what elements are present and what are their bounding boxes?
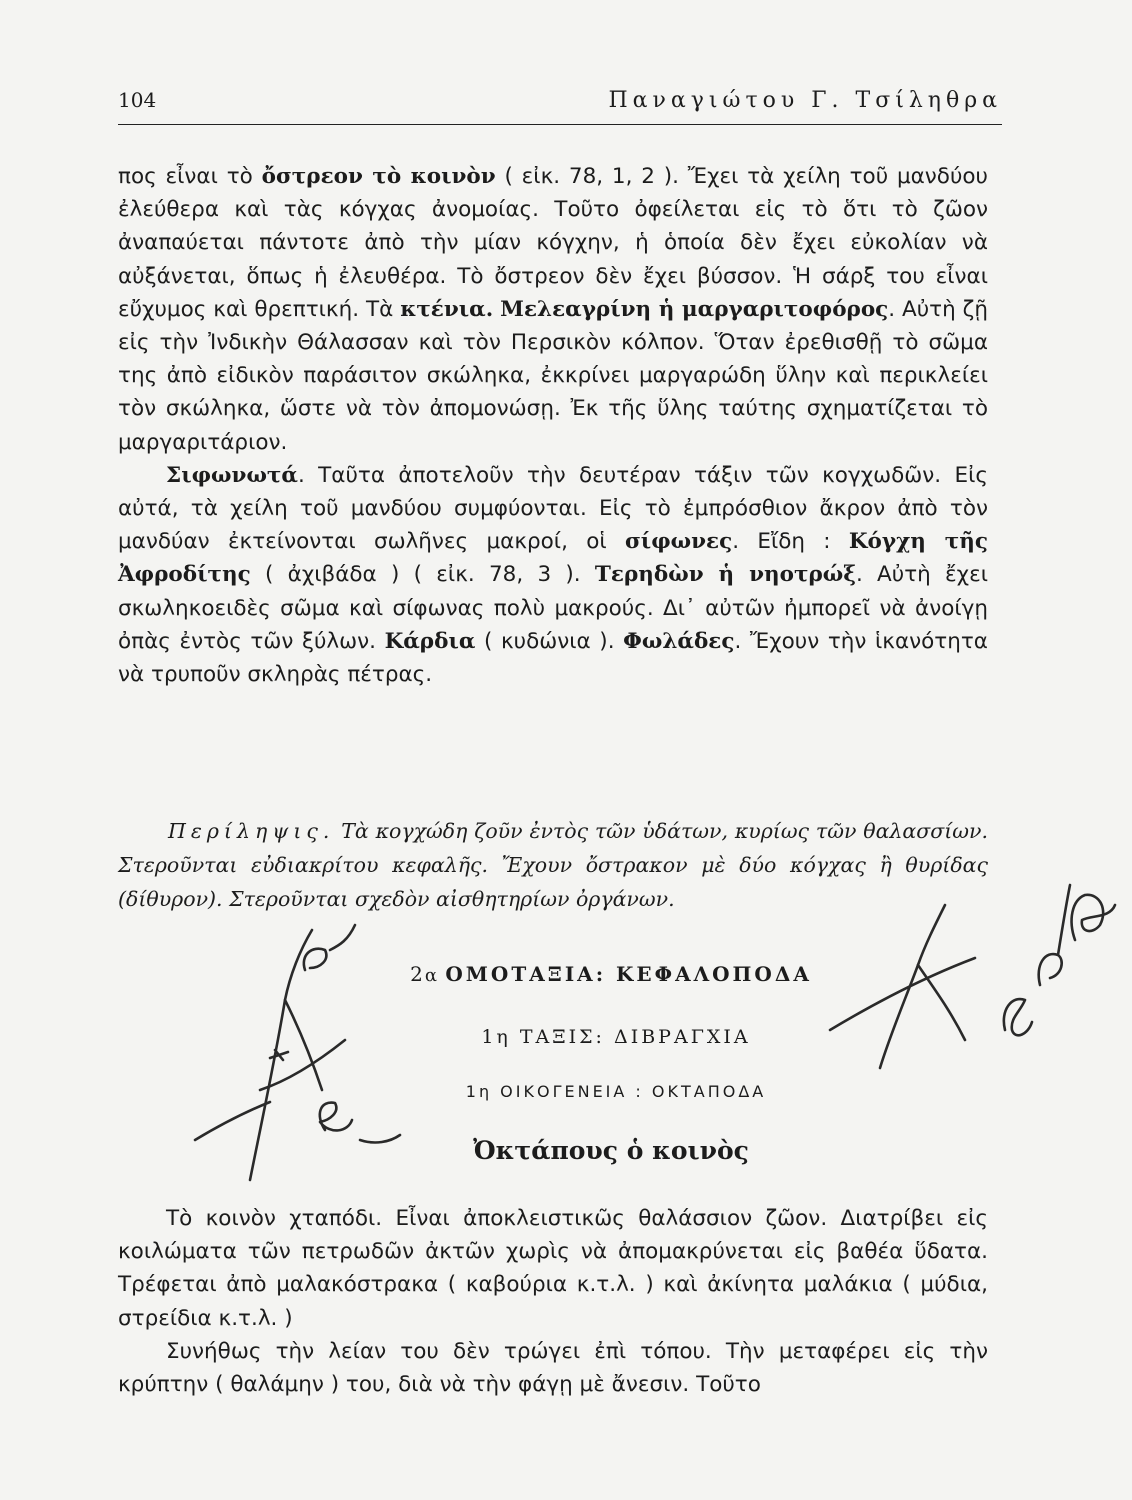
- bold-term: Τερηδὼν ἡ νηοτρώξ: [594, 562, 856, 588]
- bold-term: κτένια.: [400, 296, 494, 322]
- class-suffix: α: [424, 965, 437, 986]
- text-run: πος εἶναι τὸ: [118, 164, 262, 189]
- bold-term: Φωλάδες: [623, 628, 735, 654]
- paragraph-octopus-habitat: Τὸ κοινὸν χταπόδι. Εἶναι ἀποκλειστικῶς θαλάσσιον ζῶον. Διατρίβει εἰς κοιλώματα τῶν πετρωδῶν ἀκτῶν χωρὶς νὰ ἀπομακρύνεται εἰς βαθέα ὕδατα. Τρέφεται ἀπὸ μαλακόστρακα ( καβούρια κ.τ.λ. ) καὶ ἀκίνητα μαλάκια ( μύδια, στρείδια κ.τ.λ. ): [118, 1206, 988, 1331]
- family-heading: 1η ΟΙΚΟΓΕΝΕΙΑ : ΟΚΤΑΠΟΔΑ: [465, 1082, 767, 1101]
- page-number: 104: [118, 88, 157, 112]
- bold-term: ὄστρεον τὸ κοινὸν: [261, 164, 496, 189]
- bold-term: σίφωνες: [624, 529, 733, 555]
- summary-text: Τὰ κογχώδη ζοῦν ἐντὸς τῶν ὑδάτων, κυρίως τῶν θαλασσίων. Στεροῦνται εὐδιακρίτου κεφαλῆς. Ἔχουν ὄστρακον μὲ δύο κόγχας ἢ θυρίδας (δίθυρον). Στεροῦνται σχεδὸν αἰσθητηρίων ὀργάνων.: [118, 819, 988, 911]
- paragraph-siphonata: [118, 459, 988, 691]
- text-run: ( ἀχιβάδα ) ( εἰκ. 78, 3 ).: [250, 562, 595, 588]
- paragraph-octopus-feeding: Συνήθως τὴν λείαν του δὲν τρώγει ἐπὶ τόπου. Τὴν μεταφέρει εἰς τὴν κρύπτην ( θαλάμην ) του, διὰ νὰ τὴν φάγῃ μὲ ἄνεσιν. Τοῦτο: [118, 1338, 988, 1398]
- section-octopus-text: [118, 1202, 988, 1401]
- text-run: ( κυδώνια ).: [475, 628, 624, 654]
- text-run: ( εἰκ. 78, 1, 2 ). Ἔχει τὰ χείλη τοῦ μανδύου ἐλεύθερα καὶ τὰς κόγχας ἀνομοίας. Τοῦτο ὀφείλεται εἰς τὸ ὅτι τὸ ζῶον ἀναπαύεται πάντοτε ἀπὸ τὴν μίαν κόγχην, ἡ ὁποία δὲν ἔχει εὐκολίαν νὰ αὐξάνεται, ὅπως ἡ ἐλευθέρα. Τὸ ὄστρεον δὲν ἔχει βύσσον. Ἡ σάρξ του εἶναι εὔχυμος καὶ θρεπτική. Τὰ: [118, 164, 988, 322]
- text-run: . Αὐτὴ ἔχει σκωληκοειδὲς σῶμα καὶ σίφωνας πολὺ μακρούς. Δι᾽ αὐτῶν ἠμπορεῖ νὰ ἀνοίγῃ ὀπὰς ἐντὸς τῶν ξύλων.: [118, 562, 988, 654]
- text-run: . Ταῦτα ἀποτελοῦν τὴν δευτέραν τάξιν τῶν κογχωδῶν. Εἰς αὐτά, τὰ χείλη τοῦ μανδύου συμφύονται. Εἰς τὸ ἐμπρόσθιον ἄκρον ἀπὸ τὸν μανδύαν ἐκτείνονται σωλῆνες μακροί, οἱ: [118, 462, 988, 555]
- text-run: . Εἴδη :: [732, 529, 849, 555]
- header-rule: [118, 124, 1002, 125]
- class-number: 2: [410, 962, 425, 986]
- text-run: . Ἔχουν τὴν ἱκανότητα νὰ τρυποῦν σκληρὰς πέτρας.: [118, 628, 988, 688]
- paragraph-oysters: [118, 160, 988, 459]
- section-bivalves-text: [118, 160, 988, 691]
- text-run: . Αὐτὴ ζῇ εἰς τὴν Ἰνδικὴν Θάλασσαν καὶ τὸν Περσικὸν κόλπον. Ὅταν ἐρεθισθῇ τὸ σῶμα της ἀπὸ εἰδικὸν παράσιτον σκώληκα, ἐκκρίνει μαργαρώδη ὕλην καὶ περικλείει τὸν σκώληκα, ὥστε νὰ τὸν ἀπομονώσῃ. Ἐκ τῆς ὕλης ταύτης σχηματίζεται τὸ μαργαριτάριον.: [118, 296, 988, 455]
- species-heading: Ὀκτάπους ὁ κοινὸς: [473, 1136, 749, 1165]
- bold-term: Κάρδια: [384, 628, 476, 654]
- bold-term: Μελεαγρίνη ἡ μαργαριτοφόρος: [500, 296, 889, 322]
- bold-term: Σιφωνωτά: [166, 462, 298, 488]
- class-label: ΟΜΟΤΑΞΙΑ: ΚΕΦΑΛΟΠΟΔΑ: [445, 962, 812, 986]
- order-heading: 1η ΤΑΞΙΣ: ΔΙΒΡΑΓΧΙΑ: [481, 1026, 751, 1048]
- running-title: Παναγιώτου Γ. Τσίληθρα: [608, 88, 1002, 113]
- summary-label: Περίληψις.: [168, 819, 335, 843]
- class-heading: [0, 962, 1132, 986]
- bold-term: Κόγχη τῆς Ἀφροδίτης: [118, 529, 988, 588]
- summary-paragraph: [118, 814, 988, 916]
